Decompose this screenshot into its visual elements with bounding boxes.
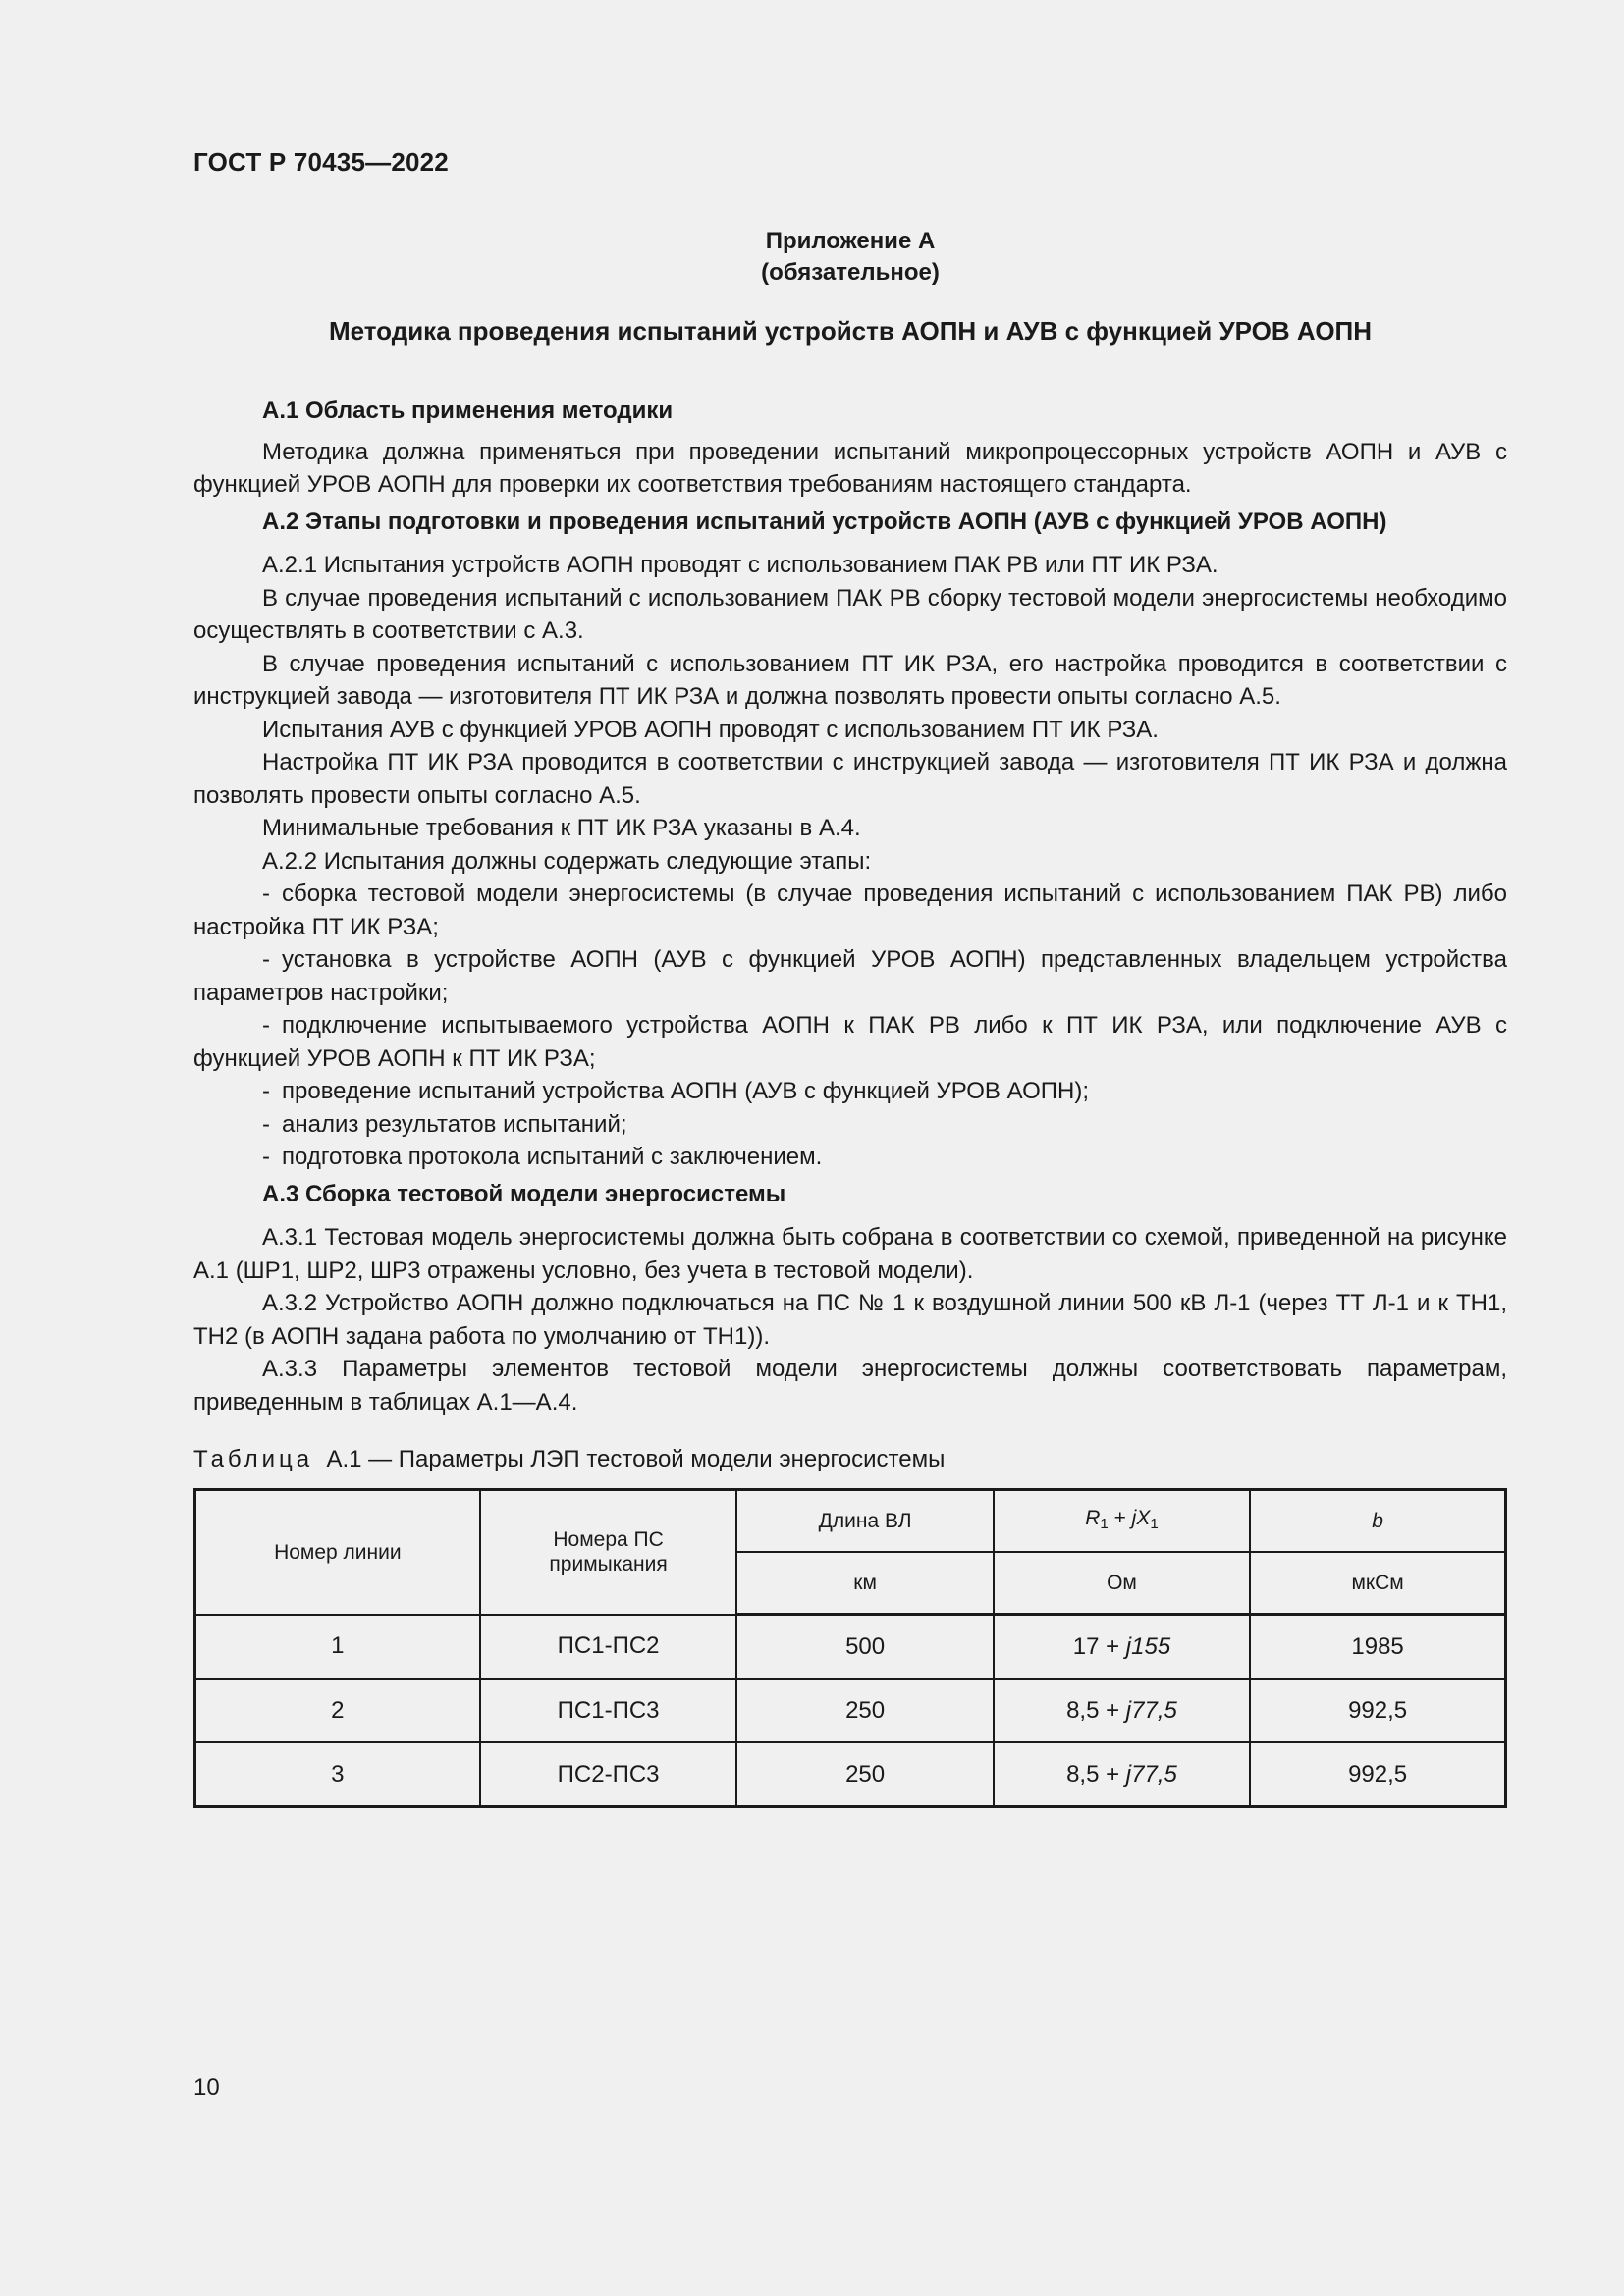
page-number: 10 [193,2074,220,2101]
paragraph: Настройка ПТ ИК РЗА проводится в соответствии с инструкцией завода — изготовителя ПТ ИК РЗА и должна позволять провести опыты согласно А.5. [193,749,1507,809]
list-item: - анализ результатов испытаний; [193,1108,1507,1142]
header-impedance: $R_1 + jX_1$ [994,1490,1250,1553]
section-heading-a1: А.1 Область применения методики [262,398,674,424]
paragraph: Минимальные требования к ПТ ИК РЗА указаны в А.4. [262,815,861,841]
cell-susceptance: 992,5 [1250,1742,1505,1807]
paragraph: А.3.3 Параметры элементов тестовой модели энергосистемы должны соответствовать параметрам, приведенным в таблицах А.1—А.4. [193,1356,1507,1415]
header-susceptance: b [1250,1490,1505,1553]
cell-length: 250 [736,1679,993,1742]
list-item: - установка в устройстве АОПН (АУВ с функцией УРОВ АОПН) представленных владельцем устройства параметров настройки; [193,943,1507,1009]
list-dash-icon: - [262,1078,270,1104]
line-parameters-table [193,1488,1507,1808]
list-item: - подключение испытываемого устройства АОПН к ПАК РВ либо к ПТ ИК РЗА, или подключение АУВ с функцией УРОВ АОПН к ПТ ИК РЗА; [193,1009,1507,1075]
appendix-status: (обязательное) [761,259,940,286]
paragraph: А.2.1 Испытания устройств АОПН проводят с использованием ПАК РВ или ПТ ИК РЗА. [262,552,1218,578]
table-row [195,1679,1506,1742]
table-header-row [195,1490,1506,1553]
cell-line-number: 1 [195,1615,480,1680]
document-page [193,0,1507,2296]
paragraph: Методика должна применяться при проведении испытаний микропроцессорных устройств АОПН и АУВ с функцией УРОВ АОПН для проверки их соответствия требованиям настоящего стандарта. [193,438,1507,498]
cell-substations: ПС1-ПС2 [480,1615,737,1680]
document-code: ГОСТ Р 70435—2022 [193,147,449,177]
unit-susceptance: мкСм [1250,1552,1505,1615]
unit-impedance: Ом [994,1552,1250,1615]
section-heading-a2: А.2 Этапы подготовки и проведения испытаний устройств АОПН (АУВ с функцией УРОВ АОПН) [262,507,1387,535]
list-dash-icon: - [262,881,270,907]
header-line-number: Номер линии [195,1490,480,1615]
list-item: - проведение испытаний устройства АОПН (АУВ с функцией УРОВ АОПН); [193,1075,1507,1108]
cell-line-number: 2 [195,1679,480,1742]
cell-impedance: 17 + j155 [994,1615,1250,1680]
cell-impedance: 8,5 + j77,5 [994,1679,1250,1742]
body-text [193,395,1507,1418]
paragraph: А.3.2 Устройство АОПН должно подключаться на ПС № 1 к воздушной линии 500 кВ Л-1 (через ТТ Л-1 и к ТН1, ТН2 (в АОПН задана работа по умолчанию от ТН1)). [193,1290,1507,1350]
appendix-header [193,226,1507,289]
unit-length: км [736,1552,993,1615]
list-item: - сборка тестовой модели энергосистемы (в случае проведения испытаний с использованием ПАК РВ) либо настройка ПТ ИК РЗА; [193,878,1507,943]
paragraph: Испытания АУВ с функцией УРОВ АОПН проводят с использованием ПТ ИК РЗА. [262,716,1159,743]
table-row [195,1742,1506,1807]
cell-substations: ПС1-ПС3 [480,1679,737,1742]
appendix-label: Приложение А [765,228,936,254]
paragraph: А.2.2 Испытания должны содержать следующие этапы: [262,847,872,875]
list-dash-icon: - [262,1144,270,1170]
list-dash-icon: - [262,946,270,973]
list-dash-icon: - [262,1012,270,1039]
appendix-title: Методика проведения испытаний устройств АОПН и АУВ с функцией УРОВ АОПН [328,316,1373,346]
cell-susceptance: 1985 [1250,1615,1505,1680]
cell-substations: ПС2-ПС3 [480,1742,737,1807]
list-dash-icon: - [262,1110,270,1138]
table-caption-text: А.1 — Параметры ЛЭП тестовой модели энергосистемы [313,1446,946,1472]
table-caption-word: Таблица [193,1446,314,1472]
list-item: - подготовка протокола испытаний с заключением. [193,1141,1507,1174]
header-length: Длина ВЛ [736,1490,993,1553]
cell-length: 500 [736,1615,993,1680]
section-heading-a3: А.3 Сборка тестовой модели энергосистемы [262,1180,786,1207]
cell-length: 250 [736,1742,993,1807]
cell-impedance: 8,5 + j77,5 [994,1742,1250,1807]
paragraph: А.3.1 Тестовая модель энергосистемы должна быть собрана в соответствии со схемой, приведенной на рисунке А.1 (ШР1, ШР2, ШР3 отражены условно, без учета в тестовой модели). [193,1224,1507,1284]
table-row [195,1615,1506,1680]
table-caption [193,1446,945,1473]
header-substations: Номера ПС примыкания [480,1490,737,1615]
cell-line-number: 3 [195,1742,480,1807]
paragraph: В случае проведения испытаний с использованием ПАК РВ сборку тестовой модели энергосистемы необходимо осуществлять в соответствии с А.3. [193,584,1507,644]
paragraph: В случае проведения испытаний с использованием ПТ ИК РЗА, его настройка проводится в соответствии с инструкцией завода — изготовителя ПТ ИК РЗА и должна позволять провести опыты согласно А.5. [193,650,1507,710]
cell-susceptance: 992,5 [1250,1679,1505,1742]
